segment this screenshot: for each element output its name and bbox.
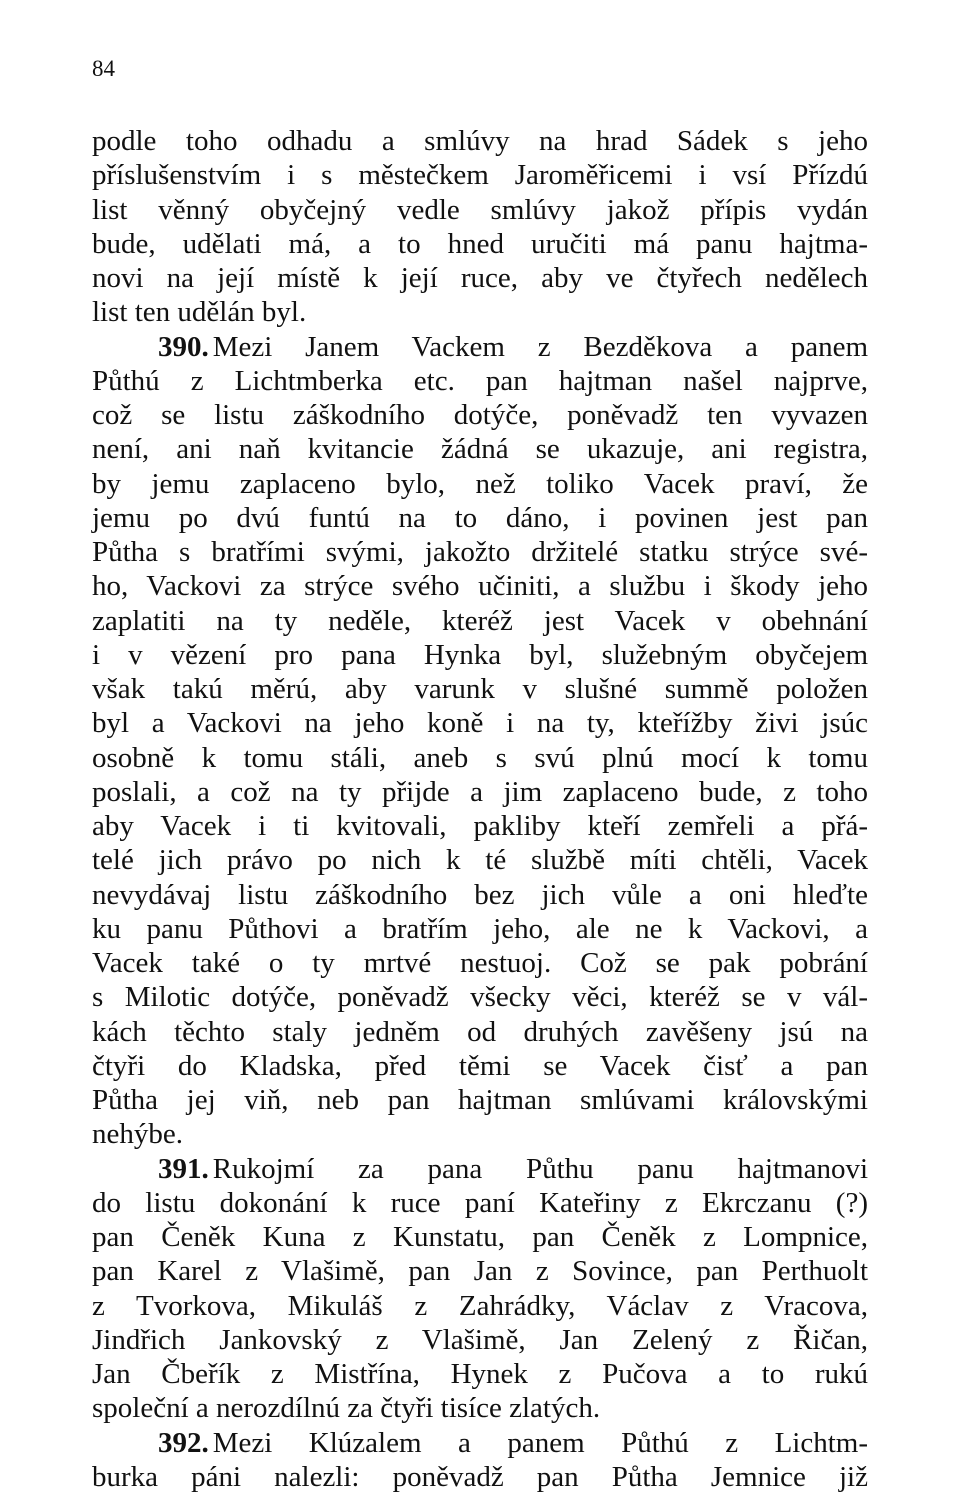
- text-line: do listu dokonání k ruce paní Kateřiny z Ekrczanu (?): [92, 1186, 868, 1219]
- text-line: byl a Vackovi na jeho koně i na ty, kteřížby živi jsúc: [92, 707, 868, 740]
- text-line: osobně k tomu stáli, aneb s svú plnú mocí k tomu: [92, 741, 868, 774]
- text-line: aby Vacek i ti kvitovali, pakliby kteří zemřeli a přá-: [92, 810, 868, 842]
- text-line: novi na její místě k její ruce, aby ve čtyřech nedělech: [92, 262, 868, 294]
- text-line: bude, udělati má, a to hned uručiti má panu hajtma-: [92, 227, 868, 260]
- text-line: ku panu Půthovi a bratřím jeho, ale ne k Vackovi, a: [92, 912, 868, 945]
- text-line: i v vězení pro pana Hynka byl, služebným obyčejem: [92, 638, 868, 671]
- text-line: ho, Vackovi za strýce svého učiniti, a službu i škody jeho: [92, 570, 868, 603]
- text-line: telé jich právo po nich k té službě míti chtěli, Vacek: [92, 844, 868, 877]
- text-line: však takú měrú, aby varunk v slušné summě položen: [92, 673, 868, 705]
- text-line: Půtha jej viň, neb pan hajtman smlúvami královskými: [92, 1084, 868, 1116]
- text-line: není, ani naň kvitancie žádná se ukazuje, ani registra,: [92, 433, 868, 466]
- text-line: příslušenstvím i s městečkem Jaroměřicemi i vsí Přízdú: [92, 159, 868, 192]
- text-line: by jemu zaplaceno bylo, než toliko Vacek praví, že: [92, 467, 868, 500]
- text-line: Rukojmí za pana Půthu panu hajtmanovi: [212, 1152, 868, 1185]
- section-number: 392.: [158, 1426, 209, 1459]
- text-line: Půtha s bratřími svými, jakožto držitelé statku strýce své-: [92, 536, 868, 568]
- text-line: z Tvorkova, Mikuláš z Zahrádky, Václav z Vracova,: [92, 1289, 868, 1322]
- section-number: 391.: [158, 1152, 209, 1185]
- section-392-first-line: [92, 1426, 868, 1460]
- text-line: což se listu záškodního dotýče, poněvadž ten vyvazen: [92, 399, 868, 431]
- text-line: list ten udělán byl.: [92, 296, 307, 329]
- text-line: zaplatiti na ty neděle, kteréž jest Vacek v obehnání: [92, 604, 868, 637]
- text-line: pan Čeněk Kuna z Kunstatu, pan Čeněk z Lompnice,: [92, 1221, 868, 1253]
- text-line: jemu po dvú funtú na to dáno, i povinen jest pan: [92, 501, 868, 534]
- text-line: Jindřich Jankovský z Vlašimě, Jan Zelený z Řičan,: [92, 1323, 868, 1356]
- text-line: kách těchto staly jedněm od druhých zavěšeny jsú na: [92, 1015, 868, 1048]
- text-line: list věnný obyčejný vedle smlúvy jakož přípis vydán: [92, 193, 868, 226]
- text-line: Mezi Klúzalem a panem Půthú z Lichtm-: [212, 1426, 868, 1459]
- page-number: 84: [92, 56, 115, 81]
- text-line: pan Karel z Vlašimě, pan Jan z Sovince, pan Perthuolt: [92, 1255, 868, 1288]
- section-number: 390.: [158, 330, 209, 363]
- text-line: nevydávaj listu záškodního bez jich vůle a oni hleďte: [92, 878, 868, 911]
- text-line: s Milotic dotýče, poněvadž všecky věci, kteréž se v vál-: [92, 981, 868, 1014]
- text-line: Půthú z Lichtmberka etc. pan hajtman našel najprve,: [92, 364, 868, 397]
- text-line: burka páni nalezli: poněvadž pan Půtha Jemnice již: [92, 1460, 868, 1493]
- text-line: podle toho odhadu a smlúvy na hrad Sádek s jeho: [92, 125, 868, 157]
- body-text: [92, 124, 868, 1494]
- section-390-first-line: [92, 330, 868, 364]
- text-line: společní a nerozdílnú za čtyři tisíce zlatých.: [92, 1392, 601, 1425]
- text-line: nehýbe.: [92, 1118, 183, 1151]
- text-line: poslali, a což na ty přijde a jim zaplaceno bude, z toho: [92, 775, 868, 808]
- text-line: Mezi Janem Vackem z Bezděkova a panem: [212, 330, 868, 363]
- text-line: čtyři do Kladska, před těmi se Vacek čisť a pan: [92, 1049, 868, 1082]
- text-line: Jan Čbeřík z Mistřína, Hynek z Pučova a to rukú: [92, 1358, 868, 1390]
- text-line: Vacek také o ty mrtvé nestuoj. Což se pak pobrání: [92, 947, 868, 979]
- section-391-first-line: [92, 1152, 868, 1186]
